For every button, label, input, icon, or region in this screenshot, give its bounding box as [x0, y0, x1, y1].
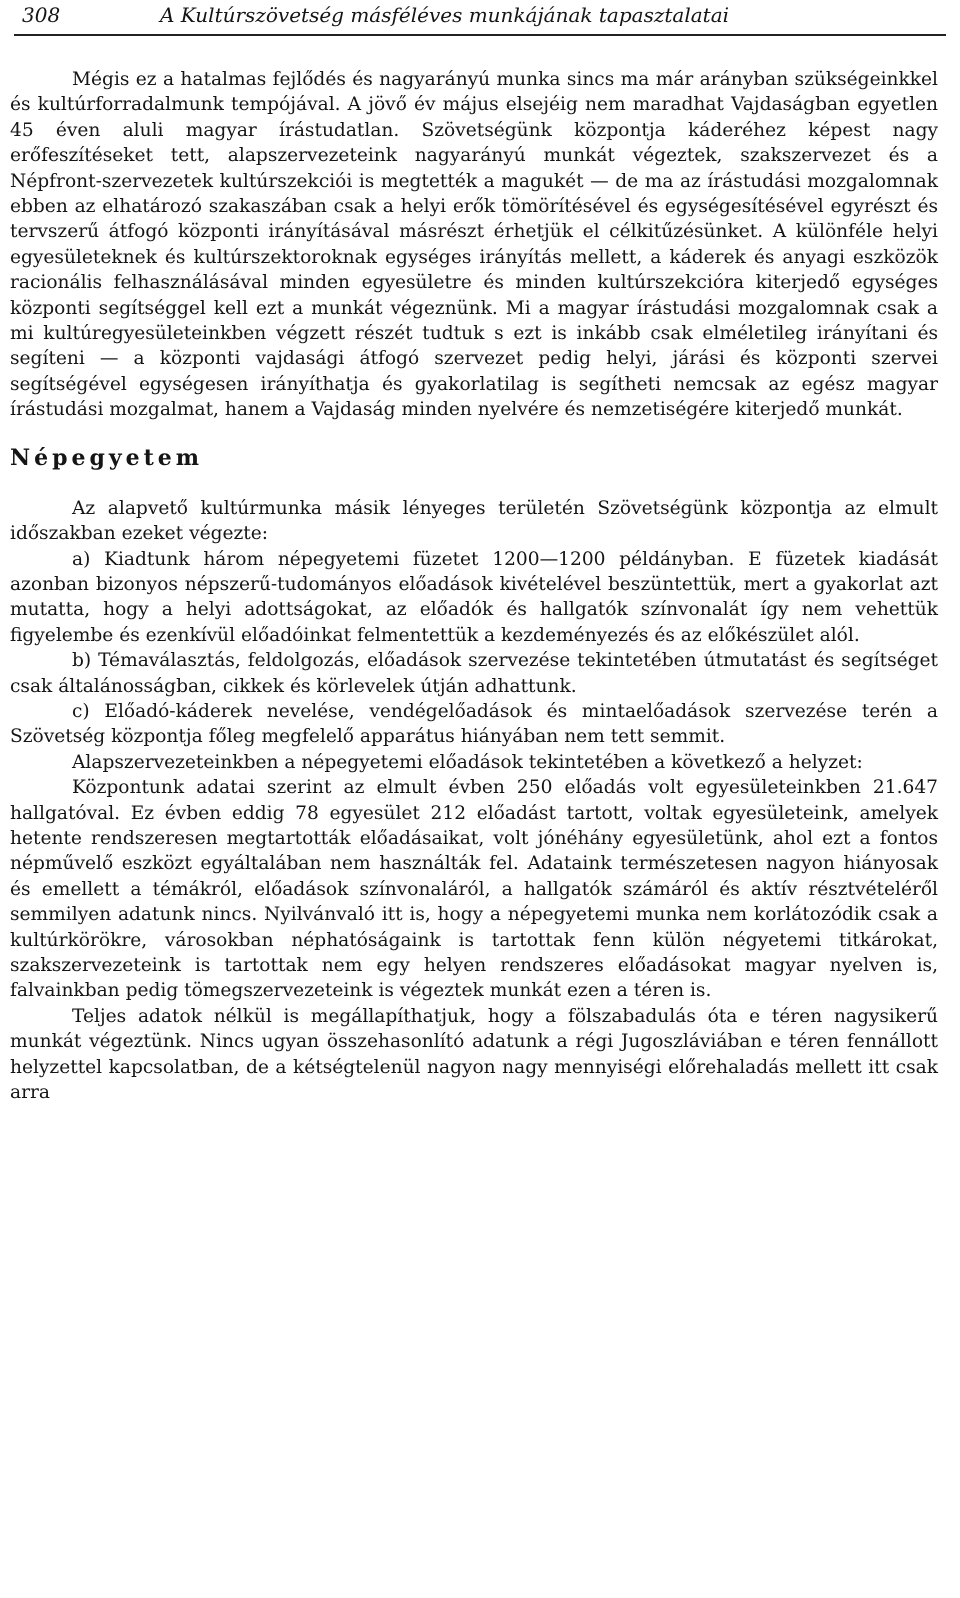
page-header: [14, 0, 946, 36]
page-number: 308: [22, 3, 61, 27]
paragraph: Központunk adatai szerint az elmult évben 250 előadás volt egyesületeinkben 21.647 hallgatóval. Ez évben eddig 78 egyesület 212 előadást tartott, voltak egyesületeink, amelyek hetente rendszeresen megtartották előadásaikat, volt jónéhány egyesületünk, ahol ezt a fontos népművelő eszközt egyáltalában nem használták fel. Adataink természetesen nagyon hiányosak és emellett a témákról, előadások színvonaláról, a hallgatók számáról és aktív résztvételéről semmilyen adatunk nincs. Nyilvánvaló itt is, hogy a népegyetemi munka nem korlátozódik csak a kultúrkörökre, városokban néphatóságaink is tartottak fenn külön négyetemi titkárokat, szakszervezeteink is tartottak nem egy helyen rendszeres előadásokat magyar nyelven is, falvainkban pedig tömegszervezeteink is végeztek munkát ezen a téren is.: [10, 777, 938, 1002]
paragraph: a) Kiadtunk három népegyetemi füzetet 1200—1200 példányban. E füzetek kiadását azonban bizonyos népszerű-tudományos előadások kivételével beszüntettük, mert a gyakorlat azt mutatta, hogy a helyi adottságokat, az előadók és hallgatók színvonalát így nem vehettük figyelembe és ezenkívül előadóinkat felmentettük a kezdeményezés és az előkészület alól.: [10, 548, 938, 646]
paragraph: Alapszervezeteinkben a népegyetemi előadások tekintetében a következő a helyzet:: [72, 751, 863, 773]
running-title: A Kultúrszövetség másféléves munkájának tapasztalatai: [160, 3, 730, 27]
paragraph: b) Témaválasztás, feldolgozás, előadások szervezése tekintetében útmutatást és segítséget csak általánosságban, cikkek és körlevelek útján adhattunk.: [10, 650, 938, 697]
paragraph: Teljes adatok nélkül is megállapíthatjuk, hogy a fölszabadulás óta e téren nagysikerű munkát végeztünk. Nincs ugyan összehasonlító adatunk a régi Jugoszláviában e téren fennállott helyzettel kapcsolatban, de a kétségtelenül nagyon nagy mennyiségi előrehaladás mellett itt csak arra: [10, 1005, 938, 1104]
section-heading: Népegyetem: [10, 444, 204, 471]
page-body: [10, 67, 938, 1105]
paragraph: Mégis ez a hatalmas fejlődés és nagyarányú munka sincs ma már arányban szükségeinkkel és kultúrforradalmunk tempójával. A jövő év május elsejéig nem maradhat Vajdaságban egyetlen 45 éven aluli magyar írástudatlan. Szövetségünk központja káderéhez képest nagy erőfeszítéseket tett, alapszervezeteink nagyarányú munkát végeztek, szakszervezet és a Népfront-szervezetek kultúrszekciói is megtették a magukét — de ma az írástudási mozgalomnak ebben az elhatározó szakaszában csak a helyi erők tömörítésével és egységesítésével egyrészt és tervszerű átfogó központi irányításával másrészt érhetjük el célkitűzésünket. A különféle helyi egyesületeknek és kultúrszektoroknak egységes irányítás mellett, a káderek és anyagi eszközök racionális felhasználásával minden egyesületre és minden kultúrszekcióra kiterjedő egységes központi segítséggel kell ezt a munkát végeznünk. Mi a magyar írástudási mozgalomnak csak a mi kultúregyesületeinkben végzett részét tudtuk s ezt is inkább csak elméletileg irányítani és segíteni — a központi vajdasági átfogó szervezet pedig helyi, járási és központi szervei segítségével egységesen irányíthatja és gyakorlatilag is segítheti nemcsak az egész magyar írástudási mozgalmat, hanem a Vajdaság minden nyelvére és nemzetiségére kiterjedő munkát.: [10, 69, 938, 421]
paragraph: c) Előadó-káderek nevelése, vendégelőadások és mintaelőadások szervezése terén a Szövetség központja főleg megfelelő apparátus hiányában nem tett semmit.: [10, 700, 938, 748]
paragraph: Az alapvető kultúrmunka másik lényeges területén Szövetségünk központja az elmult időszakban ezeket végezte:: [10, 497, 938, 545]
